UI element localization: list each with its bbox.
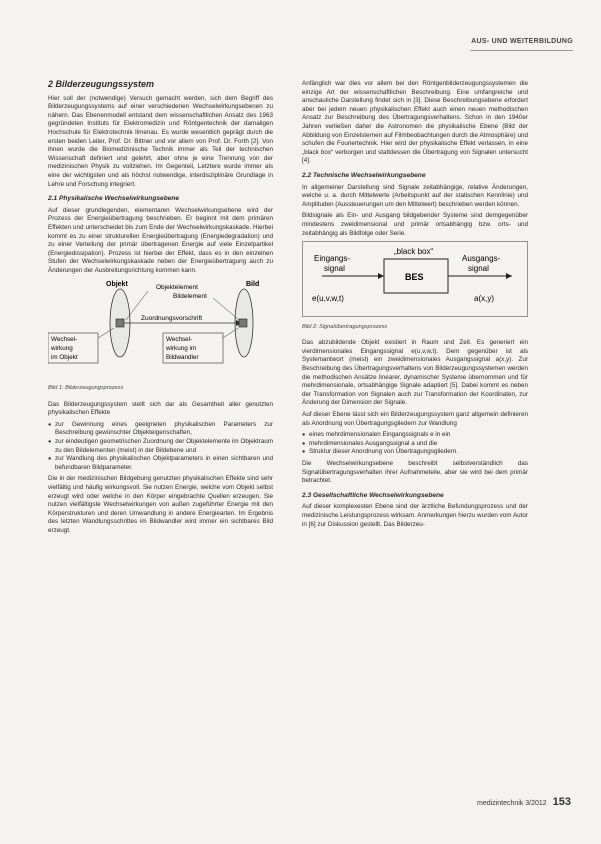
list-item: ● mehrdimensionales Ausgangssignal a und die: [302, 440, 528, 449]
label-bes: BES: [405, 272, 424, 283]
label-ww-objekt-2: wirkung: [51, 345, 73, 353]
figure-2: [302, 241, 528, 321]
paragraph: In allgemeiner Darstellung sind Signale zeitabhängige, relative Änderungen, welche u. a. durch Mittelwerte (Arbeitspunkt auf der statischen Kennlinie) und Amplituden (Aussteuerungen um den Mittelwert) beschrieben werden können.: [302, 183, 528, 208]
list-item: ● zur Wandlung des physikalischen Objektparameters in einen sichtbaren und befundbaren Bildparameter.: [48, 455, 273, 472]
label-ww-bild-1: Wechsel-: [166, 336, 193, 344]
list-item: ● zur eindeutigen geometrischen Zuordnung der Objektelemente im Objektraum zu den Bildelementen (meist) in der Bildebene und: [48, 438, 273, 455]
subheading: 2.2 Technische Wechselwirkungsebene: [302, 171, 426, 179]
label-output-function: a(x,y): [474, 294, 494, 304]
section-heading: 2 Bilderzeugungssystem: [48, 79, 155, 89]
section-header: AUS- UND WEITERBILDUNG: [471, 38, 573, 45]
bullet-list: [302, 431, 528, 457]
label-bild: Bild: [246, 281, 260, 289]
left-column: [48, 80, 273, 539]
label-bildelement: Bildelement: [173, 293, 207, 301]
label-eingang-2: signal: [324, 264, 345, 274]
label-objekt: Objekt: [106, 281, 128, 289]
label-input-function: e(u,v,w,t): [312, 294, 344, 304]
subheading: 2.3 Gesellschaftliche Wechselwirkungsebene: [302, 491, 444, 499]
label-eingang-1: Eingangs-: [314, 254, 351, 264]
right-column: [302, 80, 528, 532]
label-ww-objekt-3: im Objekt: [51, 354, 78, 362]
figure-1: [48, 278, 273, 382]
list-item: ● Struktur dieser Anordnung von Übertragungsgliedern.: [302, 448, 528, 457]
paragraph: Auf dieser Ebene lässt sich ein Bilderzeugungssystem ganz allgemein definieren als Anordnung von Übertragungsgliedern zur Wandlung: [302, 411, 528, 427]
page-number: 153: [552, 796, 571, 808]
paragraph: Die Wechselwirkungsebene beschreibt selbstverständlich das Signalübertragungsverhalten ihrer Aufnahmeteile, aber sie wird bei dem primär betrachtet.: [302, 460, 528, 485]
figure-1-caption: Bild 1: Bilderzeugungsprozess: [48, 385, 124, 392]
paragraph: Auf dieser grundlegenden, elementaren Wechselwirkungsebene wird der Prozess der Energieübertragung beschrieben. Er beginnt mit dem primären Effekten und unterscheidet bis zum Ende der Wechselwirkungskaskade. Hierbei kommt es zu einer strukturellen Energieübertragung (Energiedegradation) und zu einer Verteilung der primär übertragenen Energie auf viele Einzelpartikel (Energiedissipation). Prozess ist hierbei der Effekt, dass es in den einzelnen Stufen der Wechselwirkungskaskade neben der Energieübertragung auch zu Änderungen der Ausbreitungsrichtung kommen kann.: [48, 206, 273, 274]
paragraph: Hier soll der (notwendige) Versuch gemacht werden, sich dem Begriff des Bilderzeugungssystems auf einer verschiedenen Wechselwirkungsebenen zu nähern. Das Ebenenmodell entstand dem wissenschaftlichen Ansatz des 1963 gegründeten Instituts für Elektromedizin und Röntgentechnik der damaligen Hochschule für Elektrotechnik Ilmenau. Es wurde wesentlich geprägt durch die ersten beiden Leiter, Prof. Dr. Bittner und vor allem von Prof. Dr. Forth [2]. Von ihnen wurde die Biomedizinische Technik immer als Teil der technischen Wissenschaft definiert und gelehrt, aber ohne je eine Trennung von der medizinischen Physik zu vollziehen. Im Gegenteil, Letztere wurde immer als eine der wichtigsten und als höchst notwendige, interdisziplinäre Grundlage in Lehre und Forschung integriert.: [48, 94, 273, 188]
label-ausgang-2: signal: [468, 264, 489, 274]
subheading: 2.1 Physikalische Wechselwirkungsebene: [48, 195, 180, 203]
header-rule: [470, 50, 573, 51]
label-ausgang-1: Ausgangs-: [462, 254, 501, 264]
label-zuordnung: Zuordnungsvorschrift: [141, 315, 203, 323]
journal-name: medizintechnik 3/2012: [477, 800, 547, 807]
bullet-list: [48, 421, 273, 473]
paragraph: Auf dieser komplexesten Ebene sind der ärztliche Befundungsprozess und der medizinische Leistungsprozess wirksam. Anmerkungen hierzu wurden vom Autor in [6] zur Diskussion gestellt. Das Bilderzeu-: [302, 503, 528, 528]
label-black-box: „black box“: [394, 247, 434, 257]
figure-2-caption: Bild 2: Signalübertragungsprozess: [302, 323, 388, 330]
label-objektelement: Objektelement: [156, 284, 198, 292]
paragraph: Die in der medizinischen Bildgebung genutzten physikalischen Effekte sind sehr vielfältig und häufig wirkungsvoll. Sie nutzen Energie, welche vom Objekt selbst erzeugt wird oder welche in den Körper eingebrachte Quellen erzeugen. Sie nutzen vielfältigste Wechselwirkungen von außen zugeführter Energie mit den Körperstrukturen und deren Umwandlung in andere Energiearten. Im Ergebnis des letzten Wandlungsschrittes im Bildwandler wird immer ein sichtbares Bild erzeugt.: [48, 475, 273, 534]
list-item: ● eines mehrdimensionalen Eingangssignals e in ein: [302, 431, 528, 440]
label-ww-objekt-1: Wechsel-: [51, 336, 78, 344]
page-footer: [477, 796, 571, 808]
label-ww-bild-3: Bildwandler: [166, 354, 199, 362]
paragraph: Anfänglich war dies vor allem bei den Röntgenbilderzeugungssystemen die einzige Art der wissenschaftlichen Beschreibung. Eine umfangreiche und anschauliche Darstellung findet sich in [3]. Diese Beschreibungsebene erfordert aber bei jedem neuen physikalischen Effekt auch einen neuen methodischen Ansatz zur Beschreibung des Übertragungsverhaltens. Schon in den 1940er Jahren verließen daher die Astronomen die physikalische Ebene (Bild der Abbildung von Einzelsternen auf Filmbeobachtungen durch die Atmosphäre) und schufen die Fouriertechnik. Hier wird der physikalische Effekt verlassen, in eine „black box“ verborgen und stattdessen die Übertragung von Signalen untersucht [4].: [302, 80, 528, 165]
paragraph: Das Bilderzeugungssystem stellt sich dar als Gesamtheit aller genutzten physikalischen Effekte: [48, 400, 273, 417]
paragraph: Bildsignale als Ein- und Ausgang bildgebender Systeme sind demgegenüber mindestens zweidimensional und primär ortsabhängig bzw. orts- und zeitabhängig als Bildfolge oder Serie.: [302, 212, 528, 237]
list-item: ● zur Gewinnung eines geeigneten physikalischen Parameters zur Beschreibung gewünschter Objekteigenschaften,: [48, 421, 273, 438]
label-ww-bild-2: wirkung im: [166, 345, 197, 353]
figure-2-diagram: [302, 241, 528, 317]
figure-1-diagram: [48, 278, 273, 378]
paragraph: Das abzubildende Objekt existiert in Raum und Zeit. Es generiert ein vierdimensionales Eingangssignal e(u,v,w,t). Dem gegenüber ist als Systemantwort (meist) ein zweidimensionales Ausgangssignal a(x,y). Zur Beschreibung des Übertragungsverhaltens von Bilderzeugungssystemen werden die methodischen Ansätze linearer, dynamischer Systeme übernommen und für mehrdimensionale, ortsabhängige Signale adaptiert [5]. Dabei kommt es neben der Transformation von Signalen auch zur Transformation der Koordinaten, zur Änderung der Dimension der Signale.: [302, 339, 528, 407]
